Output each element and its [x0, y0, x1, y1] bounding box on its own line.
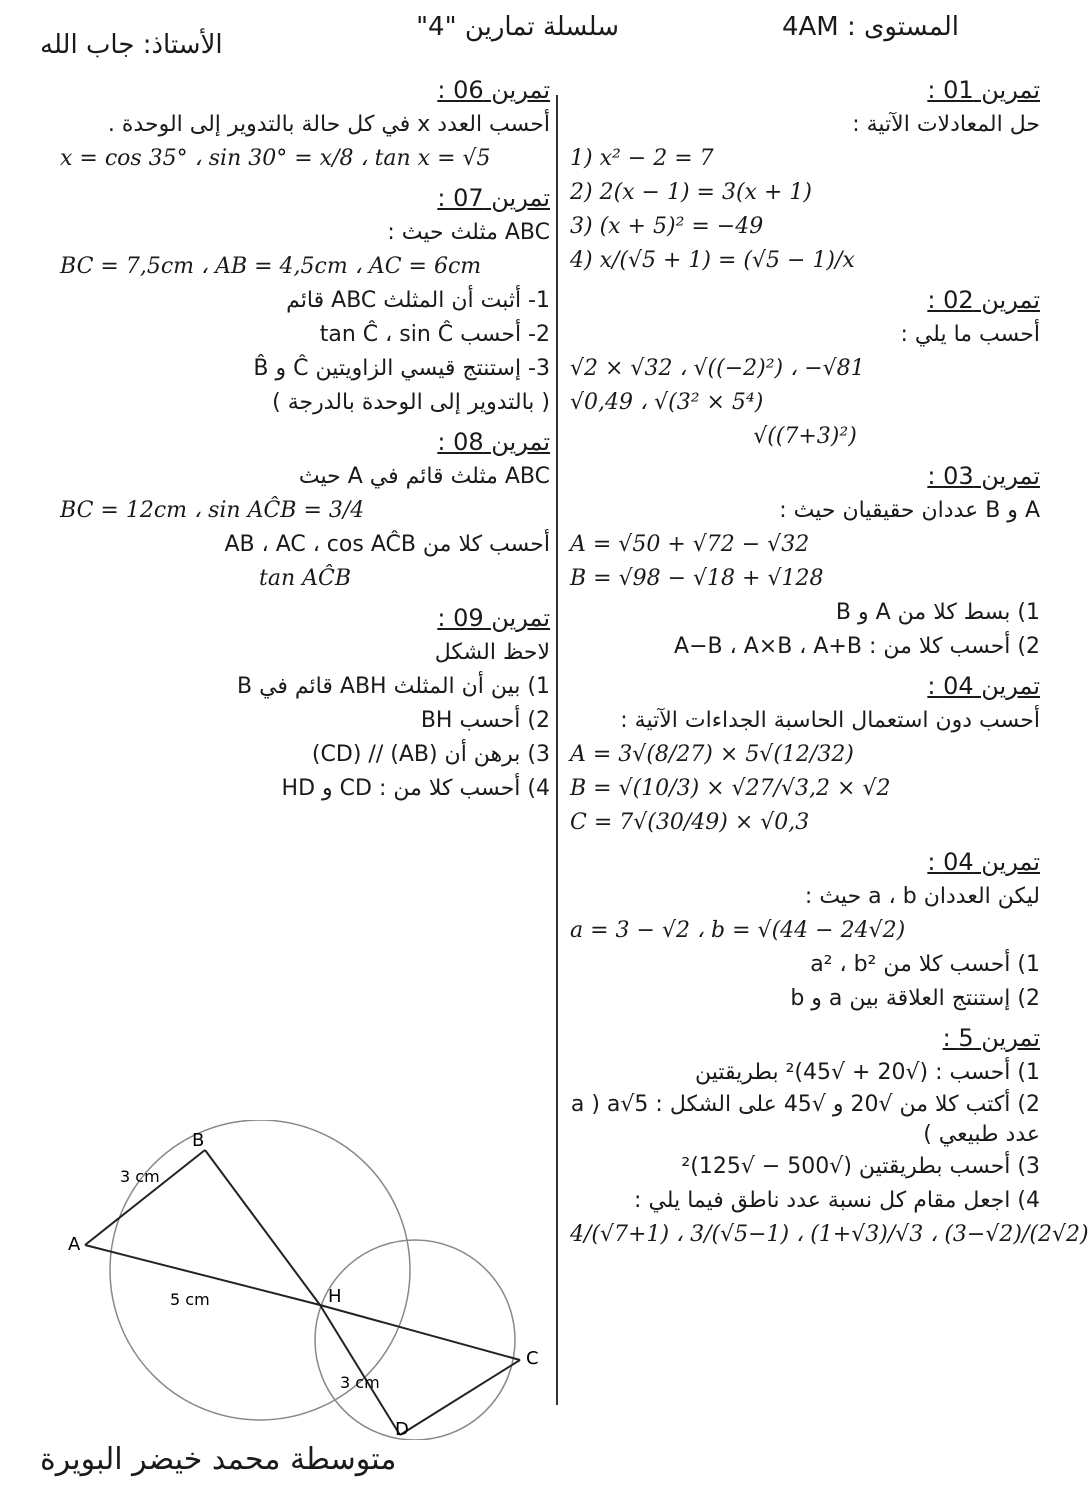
expression-item: √0,49 ، √(3² × 5⁴): [570, 390, 764, 415]
question-item: 1) بين أن المثلث ABH قائم في B: [236, 674, 550, 699]
fractions-list: 4/(√7+1) ، 3/(√5−1) ، (1+√3)/√3 ، (3−√2)/(2√2): [570, 1222, 1089, 1247]
label-d: D: [395, 1419, 409, 1440]
exercise-title: تمرين 07 :: [437, 184, 550, 212]
question-item: 3) أحسب بطريقتين (√500 − √125)²: [681, 1154, 1040, 1179]
exercise-4b: [570, 848, 1040, 1016]
expression-a: A = 3√(8/27) × 5√(12/32): [570, 742, 854, 767]
exercise-6: [60, 76, 550, 176]
expression-c: C = 7√(30/49) × √0,3: [570, 810, 810, 835]
segment-ab: [85, 1150, 205, 1245]
label-b: B: [192, 1130, 205, 1151]
exercise-1: [570, 76, 1040, 278]
expression-values: a = 3 − √2 ، b = √(44 − 24√2): [570, 918, 906, 943]
question-item: 2) أحسب كلا من : A−B ، A×B ، A+B: [674, 634, 1040, 659]
level-label: المستوى : 4AM: [781, 12, 959, 42]
expression-values: BC = 7,5cm ، AB = 4,5cm ، AC = 6cm: [60, 254, 482, 279]
equation-item: 4) x/(√5 + 1) = (√5 − 1)/x: [570, 248, 855, 273]
exercise-title: تمرين 5 :: [942, 1024, 1040, 1052]
exercise-title: تمرين 02 :: [927, 286, 1040, 314]
exercise-3: [570, 462, 1040, 664]
exercise-intro: أحسب ما يلي :: [900, 322, 1040, 347]
exercise-title: تمرين 06 :: [437, 76, 550, 104]
question-item: 2) أكتب كلا من √20 و √45 على الشكل : a√5 ( a عدد طبيعي ): [570, 1092, 1040, 1147]
exercise-9: [60, 604, 550, 806]
expression-a: A = √50 + √72 − √32: [570, 532, 810, 557]
exercise-2: [570, 286, 1040, 454]
geometry-figure: [60, 1120, 560, 1440]
exercise-intro: ليكن العددان a ، b حيث :: [804, 884, 1040, 909]
series-title: سلسلة تمارين "4": [416, 12, 619, 42]
label-h: H: [328, 1286, 342, 1307]
teacher-name: الأستاذ: جاب الله: [40, 30, 223, 60]
exercise-intro: حل المعادلات الآتية :: [852, 112, 1040, 137]
question-item: 1) أحسب : (√20 + √45)² بطريقتين: [695, 1060, 1040, 1085]
circle-right: [315, 1240, 515, 1440]
right-column: [570, 70, 1089, 1260]
question-item: أحسب كلا من AB ، AC ، cos AĈB: [224, 532, 550, 557]
exercise-intro: ABC مثلث حيث :: [387, 220, 550, 245]
question-item: ( بالتدوير إلى الوحدة بالدرجة ): [272, 390, 550, 415]
school-name: متوسطة محمد خيضر البويرة: [40, 1442, 397, 1477]
question-item: 1- أثبت أن المثلث ABC قائم: [286, 288, 550, 313]
question-item: 2- أحسب tan Ĉ ، sin Ĉ: [319, 322, 550, 347]
length-hd: 3 cm: [340, 1373, 380, 1392]
expression-item: √((7+3)²): [753, 424, 857, 449]
equation-item: 1) x² − 2 = 7: [570, 146, 714, 171]
expression-values: x = cos 35° ، sin 30° = x/8 ، tan x = √5: [60, 146, 491, 171]
exercise-intro: أحسب دون استعمال الحاسبة الجداءات الآتية :: [620, 708, 1040, 733]
label-c: C: [526, 1348, 539, 1369]
label-a: A: [68, 1234, 81, 1255]
segment-dc: [400, 1360, 520, 1435]
expression-b: B = √98 − √18 + √128: [570, 566, 824, 591]
exercise-intro: A و B عددان حقيقيان حيث :: [779, 498, 1040, 523]
segment-hc: [320, 1305, 520, 1360]
expression-item: √2 × √32 ، √((−2)²) ، −√81: [570, 356, 865, 381]
question-item: 3- إستنتج قيسي الزاويتين Ĉ و B̂: [253, 356, 550, 381]
question-item: tan AĈB: [258, 566, 351, 591]
exercise-title: تمرين 01 :: [927, 76, 1040, 104]
length-ah: 5 cm: [170, 1290, 210, 1309]
exercise-5: [570, 1024, 1089, 1252]
question-item: 1) بسط كلا من A و B: [835, 600, 1040, 625]
left-column: [60, 70, 550, 814]
question-item: 1) أحسب كلا من a² ، b²: [810, 952, 1040, 977]
exercise-title: تمرين 04 :: [927, 672, 1040, 700]
exercise-intro: أحسب العدد x في كل حالة بالتدوير إلى الوحدة .: [107, 112, 550, 137]
equation-item: 2) 2(x − 1) = 3(x + 1): [570, 180, 812, 205]
exercise-8: [60, 428, 550, 596]
question-item: 4) أحسب كلا من : CD و HD: [281, 776, 550, 801]
exercise-intro: ABC مثلث قائم في A حيث: [298, 464, 550, 489]
length-ab: 3 cm: [120, 1167, 160, 1186]
question-item: 4) اجعل مقام كل نسبة عدد ناطق فيما يلي :: [634, 1188, 1040, 1213]
exercise-title: تمرين 04 :: [927, 848, 1040, 876]
question-item: 3) برهن أن (AB) // (CD): [311, 742, 550, 767]
exercise-intro: لاحظ الشكل: [434, 640, 550, 665]
question-item: 2) إستنتج العلاقة بين a و b: [790, 986, 1040, 1011]
exercise-7: [60, 184, 550, 420]
segment-bh: [205, 1150, 320, 1305]
exercise-title: تمرين 09 :: [437, 604, 550, 632]
equation-item: 3) (x + 5)² = −49: [570, 214, 764, 239]
question-item: 2) أحسب BH: [420, 708, 550, 733]
expression-values: BC = 12cm ، sin AĈB = 3/4: [60, 498, 365, 523]
exercise-title: تمرين 08 :: [437, 428, 550, 456]
exercise-4: [570, 672, 1040, 840]
exercise-title: تمرين 03 :: [927, 462, 1040, 490]
expression-b: B = √(10/3) × √27/√3,2 × √2: [570, 776, 891, 801]
